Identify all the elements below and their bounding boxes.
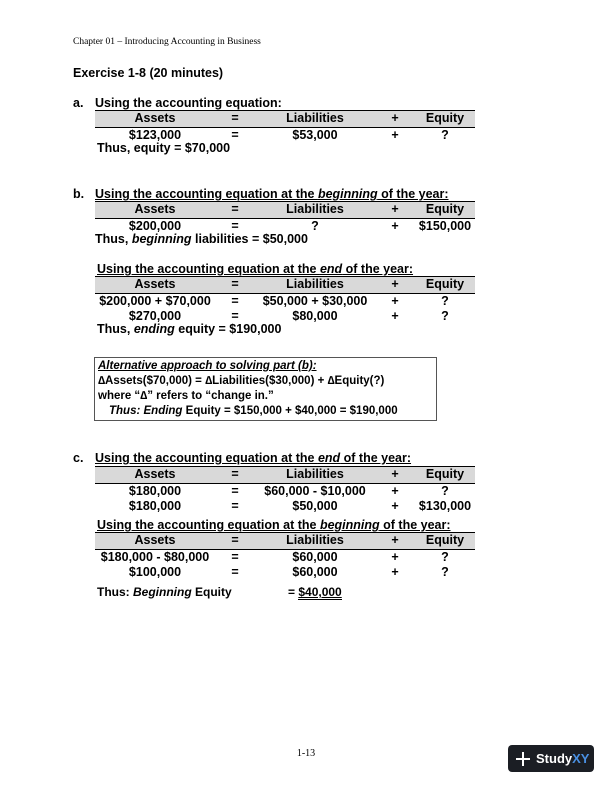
part-b-beginning-table: [95, 201, 475, 234]
plus-header: +: [391, 533, 399, 547]
assets-header: Assets: [134, 202, 176, 216]
equals-cell: =: [231, 565, 239, 579]
equity-cell: ?: [441, 309, 449, 323]
assets-cell: $180,000: [128, 499, 182, 513]
equals-header: =: [231, 533, 239, 547]
alternative-approach-box: [94, 357, 437, 421]
part-c-end-table: [95, 466, 475, 515]
alt-line-1: Alternative approach to solving part (b):: [98, 360, 317, 372]
equity-header: Equity: [425, 277, 465, 291]
equals-cell: =: [231, 218, 239, 233]
equals-cell: =: [231, 549, 239, 564]
exercise-title: Exercise 1-8 (20 minutes): [73, 66, 224, 80]
equity-header: Equity: [425, 202, 465, 216]
equals-cell: =: [231, 499, 239, 513]
part-c-conclusion-value: = $40,000: [288, 585, 342, 599]
alt-line-2: ∆Assets($70,000) = ∆Liabilities($30,000) + ∆Equity(?): [98, 375, 385, 387]
liabilities-cell: $50,000: [292, 499, 338, 513]
assets-cell: $200,000 + $70,000: [99, 293, 211, 308]
assets-cell: $100,000: [128, 565, 182, 579]
assets-cell: $200,000: [128, 218, 182, 233]
liabilities-header: Liabilities: [286, 277, 344, 291]
part-a-heading: Using the accounting equation:: [95, 96, 282, 110]
liabilities-cell: $80,000: [292, 309, 338, 323]
equity-header: Equity: [425, 467, 465, 481]
equity-header: Equity: [425, 533, 465, 547]
part-b-conclusion-beginning: Thus, beginning liabilities = $50,000: [95, 232, 308, 246]
equals-cell: =: [231, 127, 239, 142]
assets-cell: $180,000: [128, 483, 182, 498]
liabilities-header: Liabilities: [286, 467, 344, 481]
part-b-conclusion-end: Thus, ending equity = $190,000: [97, 322, 282, 336]
equals-header: =: [231, 277, 239, 291]
equation-header-row: [95, 276, 475, 294]
plus-header: +: [391, 202, 399, 216]
equals-cell: =: [231, 309, 239, 323]
equals-header: =: [231, 467, 239, 481]
assets-cell: $270,000: [128, 309, 182, 323]
equation-header-row: [95, 532, 475, 550]
assets-header: Assets: [134, 111, 176, 125]
part-c-beginning-table: [95, 532, 475, 581]
equation-header-row: [95, 201, 475, 219]
part-a-conclusion: Thus, equity = $70,000: [97, 141, 231, 155]
equals-header: =: [231, 202, 239, 216]
plus-cell: +: [391, 499, 399, 513]
equity-cell: ?: [441, 483, 449, 498]
assets-cell: $180,000 - $80,000: [100, 549, 210, 564]
equation-row: [95, 294, 475, 310]
equation-row: [95, 499, 475, 515]
studyxy-logo: [508, 745, 594, 772]
part-b-heading-beginning: Using the accounting equation at the beginning of the year:: [95, 187, 449, 201]
equation-row: [95, 565, 475, 581]
part-b-letter: b.: [73, 187, 85, 201]
plus-cell: +: [391, 565, 399, 579]
part-c-letter: c.: [73, 451, 84, 465]
equity-cell: ?: [441, 127, 449, 142]
alt-line-4: Thus: Ending Equity = $150,000 + $40,000 = $190,000: [109, 405, 398, 417]
equity-header: Equity: [425, 111, 465, 125]
assets-cell: $123,000: [128, 127, 182, 142]
liabilities-cell: $50,000 + $30,000: [262, 293, 368, 308]
equity-cell: $130,000: [418, 499, 472, 513]
part-b-heading-end: Using the accounting equation at the end of the year:: [97, 262, 414, 276]
equals-header: =: [231, 111, 239, 125]
plus-cell: +: [391, 549, 399, 564]
part-b-end-table: [95, 276, 475, 325]
liabilities-header: Liabilities: [286, 111, 344, 125]
liabilities-header: Liabilities: [286, 202, 344, 216]
liabilities-header: Liabilities: [286, 533, 344, 547]
alt-line-3: where “∆” refers to “change in.”: [98, 390, 274, 402]
plus-cell: +: [391, 293, 399, 308]
plus-header: +: [391, 277, 399, 291]
liabilities-cell: ?: [311, 218, 319, 233]
part-a-letter: a.: [73, 96, 84, 110]
logo-text-study: Study: [536, 751, 573, 766]
plus-cell: +: [391, 309, 399, 323]
plus-cell: +: [391, 483, 399, 498]
equation-header-row: [95, 110, 475, 128]
liabilities-cell: $60,000 - $10,000: [264, 483, 366, 498]
part-c-conclusion-label: Thus: Beginning Equity: [97, 585, 232, 599]
logo-text-xy: XY: [572, 751, 590, 766]
liabilities-cell: $53,000: [292, 127, 338, 142]
assets-header: Assets: [134, 533, 176, 547]
equity-cell: $150,000: [418, 218, 472, 233]
plus-header: +: [391, 467, 399, 481]
equity-cell: ?: [441, 565, 449, 579]
assets-header: Assets: [134, 467, 176, 481]
plus-cell: +: [391, 218, 399, 233]
liabilities-cell: $60,000: [292, 549, 338, 564]
equals-cell: =: [231, 483, 239, 498]
part-a-equation-table: [95, 110, 475, 143]
equation-header-row: [95, 466, 475, 484]
plus-cell: +: [391, 127, 399, 142]
liabilities-cell: $60,000: [292, 565, 338, 579]
equation-row: [95, 484, 475, 500]
page-header: Chapter 01 – Introducing Accounting in Business: [73, 37, 261, 47]
page-number: 1-13: [296, 748, 316, 759]
equation-row: [95, 550, 475, 566]
equals-cell: =: [231, 293, 239, 308]
equity-cell: ?: [441, 549, 449, 564]
plus-icon: [516, 752, 530, 766]
plus-header: +: [391, 111, 399, 125]
assets-header: Assets: [134, 277, 176, 291]
part-c-heading-end: Using the accounting equation at the end of the year:: [95, 451, 412, 465]
part-c-heading-beginning: Using the accounting equation at the beginning of the year:: [97, 518, 451, 532]
equity-cell: ?: [441, 293, 449, 308]
